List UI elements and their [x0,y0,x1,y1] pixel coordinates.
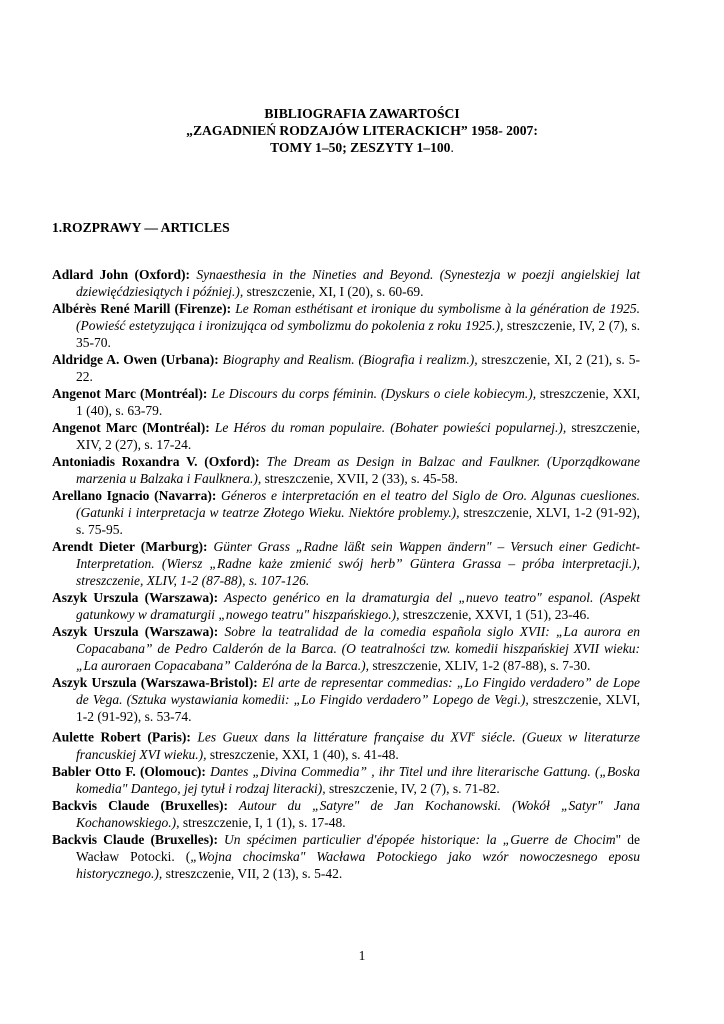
bibliography-entry [52,538,640,589]
title-line-1: BIBLIOGRAFIA ZAWARTOŚCI [264,106,460,121]
entry-details: streszczenie, XLVI, 1-2 (91-92), s. 53-74. [76,692,640,724]
entry-title-continued: siécle. (Gueux w literaturze francuskiej XVI wieku.), [76,729,640,762]
entry-details-continued: " Wacława Potockiego jako wzór nowoczesnego eposu historycznego.), [76,848,640,881]
entry-author: Antoniadis Roxandra V. (Oxford): [52,454,260,469]
entry-author: Aszyk Urszula (Warszawa-Bristol): [52,675,258,690]
bibliography-entry [52,419,640,453]
entry-title: Le Discours du corps féminin. (Dyskurs o ciele kobiecym.), [207,386,537,401]
entry-details: streszczenie, XXI, 1 (40), s. 63-79. [76,386,640,418]
entry-author: Albérès René Marill (Firenze): [52,301,232,316]
entry-author: Aldridge A. Owen (Urbana): [52,352,219,367]
entry-author: Backvis Claude (Bruxelles): [52,831,218,847]
bibliography-entry [52,725,640,763]
entry-author: Aszyk Urszula (Warszawa): [52,624,219,639]
entry-author: Adlard John (Oxford): [52,267,191,282]
title-line-3 [0,139,724,156]
entry-title-continued: „Wojna chocimska [190,848,300,864]
entry-title: Un spécimen particulier d'épopée historique: la „Guerre de Chocim [217,831,616,847]
entry-author: Angenot Marc (Montréal): [52,386,208,401]
entry-title: Günter Grass „Radne läßt sein Wappen ändern" – Versuch einer Gedicht-Interpretation. (Wiersz „Radne każe zmienić swój herb” Güntera Grassa – próba interpretacji.), streszczenie, XLIV, 1-2 (87-88), s. 107-126. [76,539,640,588]
entry-title: Sobre la teatralidad de la comedia española siglo XVII: „La aurora en Copacabana” de Pedro Calderón de la Barca. (O teatralności tzw. komedii hiszpańskiej XVII wieku: „La auroraen Copacabana” Calderóna de la Barca.), [76,624,640,673]
entry-title: El arte de representar commedias: „Lo Fingido verdadero” de Lope de Vega. (Sztuka wystawiania komedii: „Lo Fingido verdadero” Lopego de Vegi.), [76,675,640,707]
entry-title: Aspecto genérico en la dramaturgia del „nuevo teatro" espanol. (Aspekt gatunkowy w dramaturgii „nowego teatru" hiszpańskiego.), [76,590,640,622]
bibliography-entry [52,763,640,797]
entry-title: Autour du „Satyre" de Jan Kochanowski. (Wokół „Satyr" Jana Kochanowskiego.), [76,797,641,830]
entry-details: streszczenie, XLVI, 1-2 (91-92), s. 75-95. [76,505,640,537]
entry-author: Angenot Marc (Montréal): [52,420,210,435]
entry-author: Aszyk Urszula (Warszawa): [52,590,219,605]
bibliography-entry [52,453,640,487]
bibliography-entry [52,487,640,538]
entry-title: Dantes „Divina Commedia” , ihr Titel und ihre literarische Gattung. („Boska komedia" Dantego, jej tytuł i rodzaj literacki), [76,763,640,796]
bibliography-list [52,266,640,882]
entry-title: Le Héros du roman populaire. (Bohater powieści popularnej.), [209,420,567,435]
entry-title: The Dream as Design in Balzac and Faulkner. (Uporządkowane marzenia u Balzaka i Faulknera.), [76,454,640,486]
bibliography-entry [52,351,640,385]
bibliography-entry [52,589,640,623]
entry-details: streszczenie, XVII, 2 (33), s. 45-58. [261,471,459,486]
entry-author: Aulette Robert (Paris): [52,729,191,745]
entry-author: Arendt Dieter (Marburg): [52,539,208,554]
title-line-3-end: . [450,140,454,155]
section-heading: 1.ROZPRAWY — ARTICLES [52,220,230,235]
document-title [0,105,724,156]
entry-details: streszczenie, XXVI, 1 (51), 23-46. [399,607,590,622]
entry-title: Biography and Realism. (Biografia i realizm.), [218,352,478,367]
entry-details: streszczenie, XXI, 1 (40), s. 41-48. [206,746,399,762]
entry-author: Arellano Ignacio (Navarra): [52,488,217,503]
bibliography-entry [52,831,640,882]
bibliography-entry [52,266,640,300]
entry-title: Le Roman esthétisant et ironique du symbolisme à la génération de 1925. (Powieść estetyzująca i ironizująca od symbolizmu do pokolenia z roku 1925.), [76,301,641,333]
bibliography-entry [52,385,640,419]
entry-details: streszczenie, XI, 2 (21), s. 5-22. [76,352,640,384]
bibliography-entry [52,623,640,674]
page-number: 1 [358,948,366,963]
entry-details: streszczenie, XLIV, 1-2 (87-88), s. 7-30. [369,658,591,673]
entry-details: streszczenie, XIV, 2 (27), s. 17-24. [76,420,640,452]
entry-title: Géneros e interpretación en el teatro del Siglo de Oro. Algunas cuesliones. (Gatunki i interpretacja w teatrze Złotego Wieku. Niektóre problemy.), [76,488,640,520]
title-line-3-text: TOMY 1–50; ZESZYTY 1–100 [270,140,451,155]
entry-details-final: streszczenie, VII, 2 (13), s. 5-42. [162,865,343,881]
entry-details: streszczenie, IV, 2 (7), s. 35-70. [76,318,640,350]
entry-details: " de Wacław Potocki. ( [76,831,640,864]
title-line-2: „ZAGADNIEŃ RODZAJÓW LITERACKICH” 1958- 2007: [186,123,538,138]
entry-title-superscript: e [471,729,476,738]
bibliography-entry [52,674,640,725]
entry-title: Les Gueux dans la littérature française du XVI [190,729,472,745]
bibliography-entry [52,797,640,831]
entry-author: Babler Otto F. (Olomouc): [52,763,206,779]
bibliography-entry [52,300,640,351]
entry-details: streszczenie, IV, 2 (7), s. 71-82. [325,780,500,796]
entry-title: Synaesthesia in the Nineties and Beyond. (Synestezja w poezji angielskiej lat dziewięćdziesiątych i później.), [76,267,641,299]
entry-author: Backvis Claude (Bruxelles): [52,797,228,813]
entry-details: streszczenie, XI, I (20), s. 60-69. [243,284,424,299]
entry-details: streszczenie, I, 1 (1), s. 17-48. [179,814,346,830]
